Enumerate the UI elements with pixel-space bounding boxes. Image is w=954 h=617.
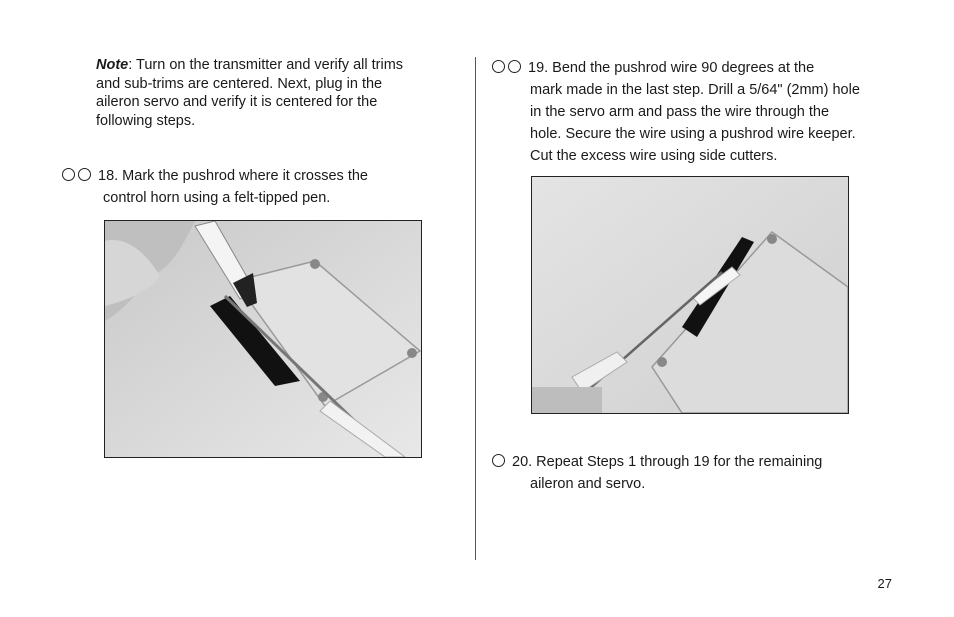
step-20-rest: aileron and servo. bbox=[530, 476, 646, 492]
page-number: 27 bbox=[877, 576, 892, 591]
step-18 bbox=[62, 165, 422, 209]
step-19-rest: mark made in the last step. Drill a 5/64" (2mm) hole in the servo arm and pass the wire through the hole. Secure the wire using a pushrod wire keeper. Cut the excess wire using side cutters. bbox=[530, 82, 860, 164]
note-text: : Turn on the transmitter and verify all trims and sub-trims are centered. Next, plug in the aileron servo and verify it is centered for the following steps. bbox=[96, 57, 404, 129]
note-paragraph bbox=[96, 56, 426, 130]
step-20-first-line: 20. Repeat Steps 1 through 19 for the remaining bbox=[512, 454, 823, 470]
step-20 bbox=[492, 451, 862, 495]
note-lead: Note bbox=[96, 57, 129, 73]
step-20-checkboxes bbox=[492, 451, 508, 473]
step-18-first-line: 18. Mark the pushrod where it crosses the bbox=[98, 168, 368, 184]
check-circle-icon[interactable] bbox=[492, 454, 505, 467]
check-circle-icon[interactable] bbox=[508, 60, 521, 73]
step-19-first-line: 19. Bend the pushrod wire 90 degrees at the bbox=[528, 60, 815, 76]
photo-mark-pushrod bbox=[104, 220, 422, 458]
column-divider bbox=[475, 57, 476, 560]
step-19-checkboxes bbox=[492, 57, 524, 79]
step-18-rest: control horn using a felt-tipped pen. bbox=[103, 190, 331, 206]
check-circle-icon[interactable] bbox=[492, 60, 505, 73]
photo-bent-pushrod bbox=[531, 176, 849, 414]
check-circle-icon[interactable] bbox=[78, 168, 91, 181]
step-19 bbox=[492, 57, 862, 167]
check-circle-icon[interactable] bbox=[62, 168, 75, 181]
step-18-checkboxes bbox=[62, 165, 94, 187]
